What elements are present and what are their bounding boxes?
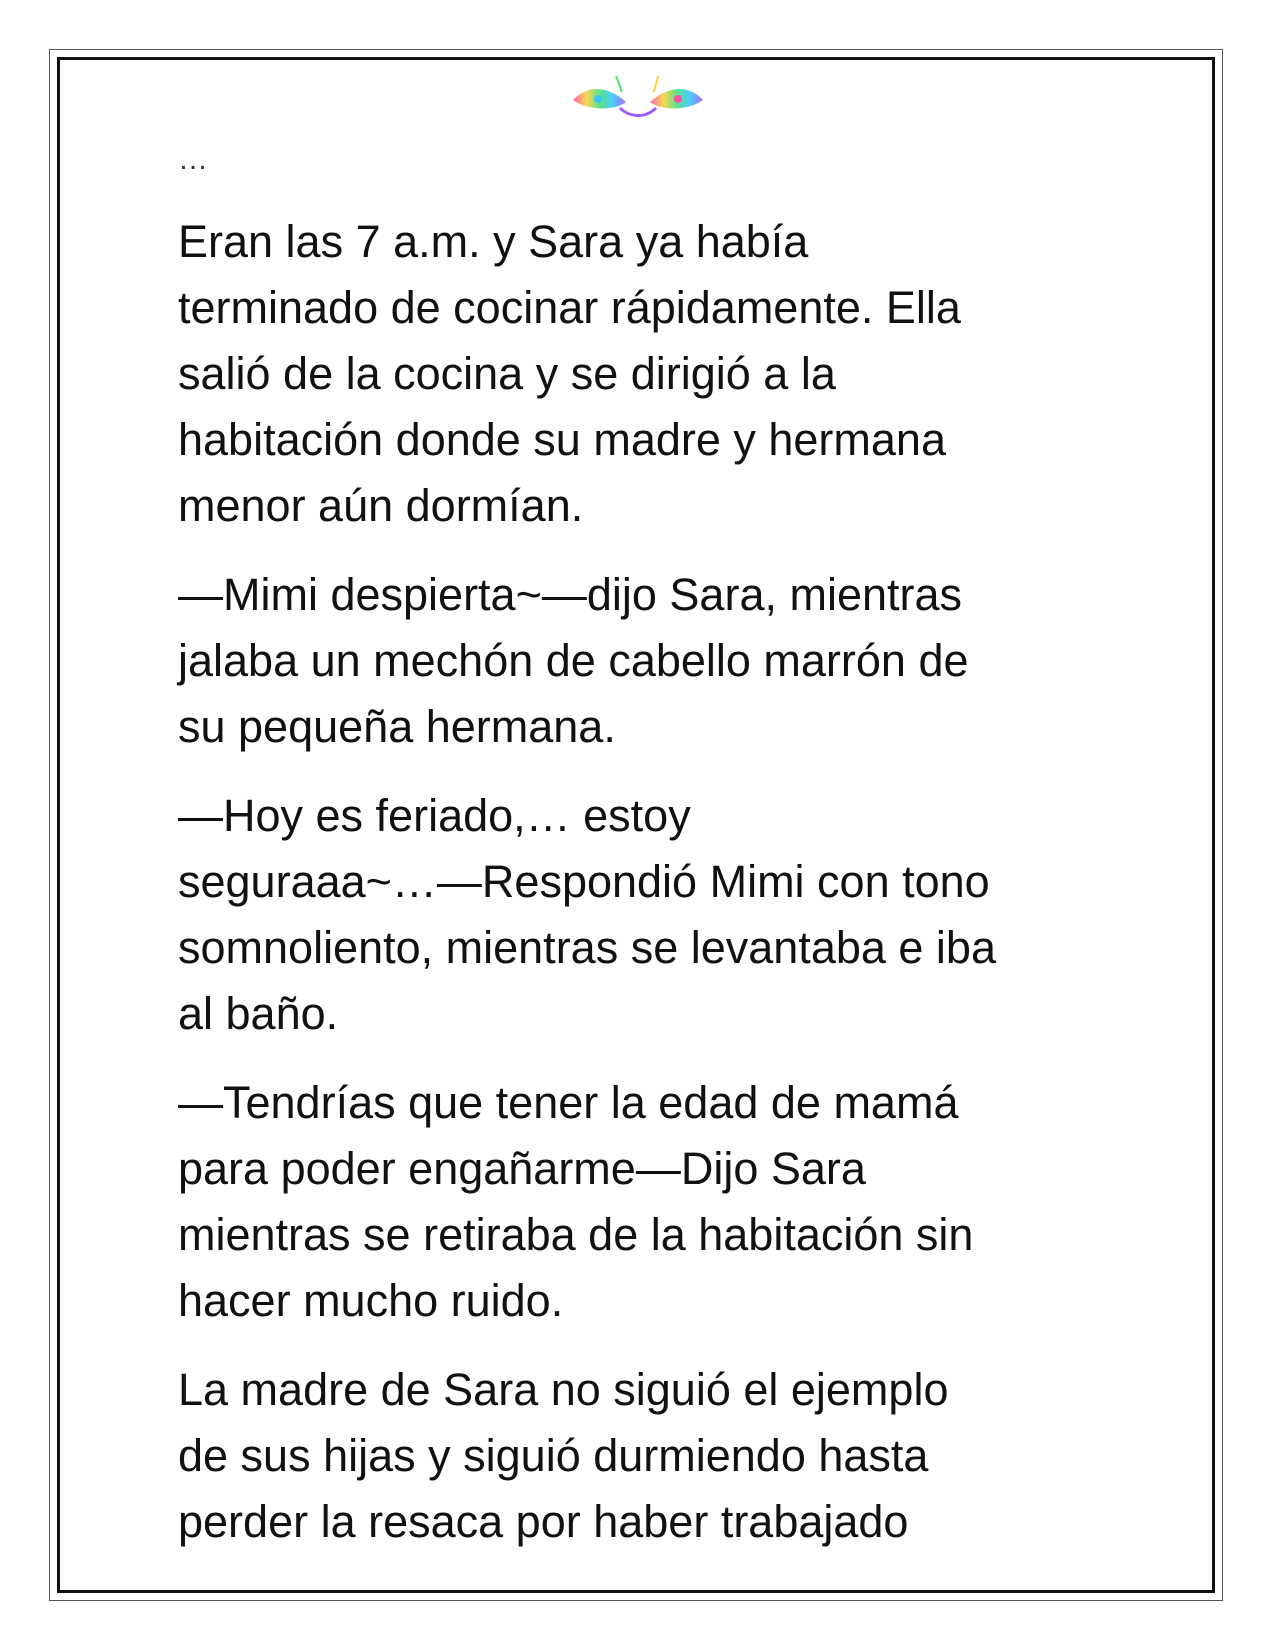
paragraph-3: —Hoy es feriado,… estoy seguraaa~…—Respondió Mimi con tono somnoliento, mientras se levantaba e iba al baño. [178, 790, 996, 1039]
story-text [178, 209, 1108, 1578]
opening-ellipsis: … [178, 143, 208, 176]
rainbow-wings-ornament-icon [568, 72, 708, 130]
paragraph-5: La madre de Sara no siguió el ejemplo de sus hijas y siguió durmiendo hasta perder la resaca por haber trabajado [178, 1364, 949, 1547]
paragraph-2: —Mimi despierta~—dijo Sara, mientras jalaba un mechón de cabello marrón de su pequeña hermana. [178, 569, 969, 752]
paragraph-1: Eran las 7 a.m. y Sara ya había terminado de cocinar rápidamente. Ella salió de la cocina y se dirigió a la habitación donde su madre y hermana menor aún dormían. [178, 216, 961, 531]
paragraph-4: —Tendrías que tener la edad de mamá para poder engañarme—Dijo Sara mientras se retiraba de la habitación sin hacer mucho ruido. [178, 1077, 974, 1326]
